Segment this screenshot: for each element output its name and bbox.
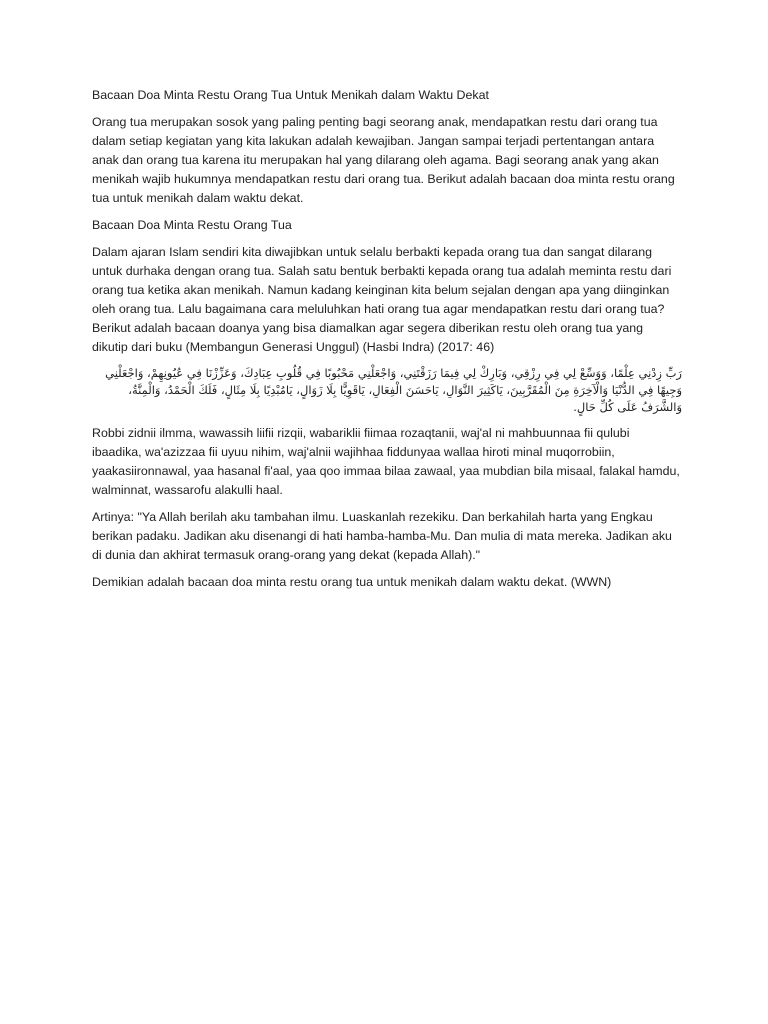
document-page [92,86,682,600]
arabic-prayer-text: رَبِّ زِدْنِي عِلْمًا، وَوَسِّعْ لِي فِي رِزْقِي، وَبَارِكْ لِي فِيمَا رَزَقْتَنِي، وَاجْعَلْنِي مَحْبُوبًا فِي قُلُوبِ عِبَادِكَ، وَعَزِّزْنَا فِي عُيُونِهِمْ، وَاجْعَلْنِي وَجِيهًا فِي الدُّنْيَا وَالْآخِرَةِ مِنَ الْمُقَرَّبِينَ، يَاكَثِيرَ النَّوَالِ، يَاحَسَنَ الْفِعَالِ، يَاقَوِيًّا بِلَا زَوَالٍ، يَامُبْدِيًا بِلَا مِثَالٍ، فَلَكَ الْحَمْدُ، وَالْمِنَّةُ، وَالشَّرَفُ عَلَى كُلِّ حَالٍ. [105,366,682,414]
document-title: Bacaan Doa Minta Restu Orang Tua Untuk Menikah dalam Waktu Dekat [92,88,489,102]
translation-paragraph: Artinya: "Ya Allah berilah aku tambahan ilmu. Luaskanlah rezekiku. Dan berkahilah harta yang Engkau berikan padaku. Jadikan aku disenangi di hati hamba-hamba-Mu. Dan mulia di mata mereka. Jadikan aku di dunia dan akhirat termasuk orang-orang yang dekat (kepada Allah)." [92,510,672,562]
latin-transliteration: Robbi zidnii ilmma, wawassih liifii rizqii, wabariklii fiimaa rozaqtanii, waj'al ni mahbuunnaa fii qulubi ibaadika, wa'azizzaa fii uyuu nihim, waj'alnii wajihhaa fiddunyaa wallaa hiroti minal muqorrobiin, yaakasiironnawal, yaa hasanal fi'aal, yaa qoo immaa bilaa zawaal, yaa mubdian bila misaal, falakal hamdu, walminnat, wassarofu alakulli haal. [92,426,680,497]
body-paragraph: Dalam ajaran Islam sendiri kita diwajibkan untuk selalu berbakti kepada orang tua dan sangat dilarang untuk durhaka dengan orang tua. Salah satu bentuk berbakti kepada orang tua adalah meminta restu dari orang tua ketika akan menikah. Namun kadang keinginan kita belum sejalan dengan apa yang diinginkan oleh orang tua. Lalu bagaimana cara meluluhkan hati orang tua agar mendapatkan restu dari orang tua? Berikut adalah bacaan doanya yang bisa diamalkan agar segera diberikan restu oleh orang tua yang dikutip dari buku (Membangun Generasi Unggul) (Hasbi Indra) (2017: 46) [92,245,672,354]
intro-paragraph: Orang tua merupakan sosok yang paling penting bagi seorang anak, mendapatkan restu dari orang tua dalam setiap kegiatan yang kita lakukan adalah kewajiban. Jangan sampai terjadi pertentangan antara anak dan orang tua karena itu merupakan hal yang dilarang oleh agama. Bagi seorang anak yang akan menikah wajib hukumnya mendapatkan restu dari orang tua. Berikut adalah bacaan doa minta restu orang tua untuk menikah dalam waktu dekat. [92,115,675,205]
section-subheading: Bacaan Doa Minta Restu Orang Tua [92,218,292,232]
closing-paragraph: Demikian adalah bacaan doa minta restu orang tua untuk menikah dalam waktu dekat. (WWN) [92,575,612,589]
